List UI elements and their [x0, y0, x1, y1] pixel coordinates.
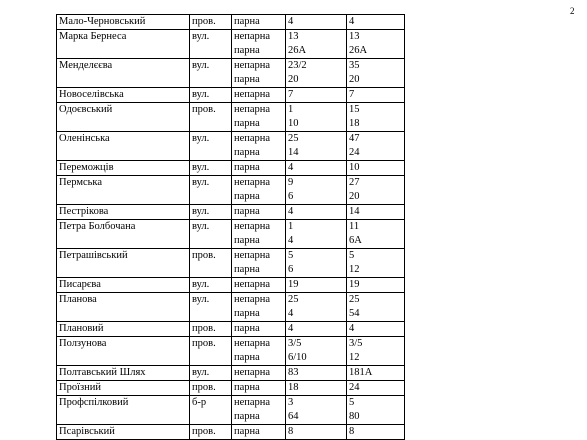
house-to-value: 3/5 — [349, 338, 363, 349]
table-row — [57, 366, 405, 381]
house-from-value: 4 — [288, 323, 294, 334]
table-row — [57, 161, 405, 176]
house-to-cell — [347, 205, 405, 220]
parity-value: парна — [234, 16, 260, 27]
house-to-value: 14 — [349, 206, 360, 217]
street-name-cell: Планова — [57, 293, 190, 322]
house-to-cell — [347, 366, 405, 381]
parity-cell — [232, 161, 286, 176]
house-to-value: 5 — [349, 397, 355, 408]
house-to-cell — [347, 396, 405, 425]
parity-value: парна — [234, 352, 260, 363]
house-from-cell — [286, 425, 347, 440]
street-name-cell: Проїзний — [57, 381, 190, 396]
house-to-cell — [347, 293, 405, 322]
street-type-cell: вул. — [190, 59, 232, 88]
table-row — [57, 220, 405, 249]
street-type-cell: пров. — [190, 322, 232, 337]
house-from-value: 8 — [288, 426, 294, 437]
house-to-value: 35 — [349, 60, 360, 71]
house-to-cell — [347, 337, 405, 366]
house-to-value: 181А — [349, 367, 373, 378]
street-name-cell: Пестрікова — [57, 205, 190, 220]
house-from-value: 1 — [288, 221, 294, 232]
parity-value: парна — [234, 162, 260, 173]
street-type-cell: вул. — [190, 366, 232, 381]
street-type-cell: пров. — [190, 249, 232, 278]
house-from-cell — [286, 322, 347, 337]
house-to-cell — [347, 132, 405, 161]
house-from-value: 9 — [288, 177, 294, 188]
house-from-value: 64 — [288, 411, 299, 422]
street-type-cell: пров. — [190, 425, 232, 440]
table-row — [57, 59, 405, 88]
house-to-value: 13 — [349, 31, 360, 42]
house-from-cell — [286, 132, 347, 161]
parity-value: парна — [234, 147, 260, 158]
parity-value: парна — [234, 264, 260, 275]
house-from-value: 4 — [288, 162, 294, 173]
house-to-cell — [347, 176, 405, 205]
street-type-cell: вул. — [190, 176, 232, 205]
house-to-cell — [347, 425, 405, 440]
house-to-cell — [347, 30, 405, 59]
parity-value: непарна — [234, 177, 271, 188]
table-row — [57, 15, 405, 30]
street-name-cell: Петра Болбочана — [57, 220, 190, 249]
house-from-value: 4 — [288, 308, 294, 319]
streets-table-body — [57, 15, 405, 440]
parity-value: непарна — [234, 279, 271, 290]
house-to-value: 24 — [349, 147, 360, 158]
street-type-cell: пров. — [190, 381, 232, 396]
parity-cell — [232, 366, 286, 381]
parity-cell — [232, 396, 286, 425]
house-to-value: 4 — [349, 323, 355, 334]
house-from-value: 23/2 — [288, 60, 307, 71]
house-from-value: 19 — [288, 279, 299, 290]
table-row — [57, 337, 405, 366]
parity-value: непарна — [234, 367, 271, 378]
house-from-cell — [286, 366, 347, 381]
parity-cell — [232, 176, 286, 205]
house-to-value: 6А — [349, 235, 362, 246]
street-name-cell: Ползунова — [57, 337, 190, 366]
parity-cell — [232, 381, 286, 396]
parity-cell — [232, 249, 286, 278]
table-row — [57, 205, 405, 220]
house-to-value: 26А — [349, 45, 368, 56]
parity-cell — [232, 337, 286, 366]
house-from-value: 5 — [288, 250, 294, 261]
table-row — [57, 249, 405, 278]
house-from-cell — [286, 396, 347, 425]
house-from-value: 14 — [288, 147, 299, 158]
parity-value: непарна — [234, 133, 271, 144]
street-name-cell: Профспілковий — [57, 396, 190, 425]
house-to-value: 19 — [349, 279, 360, 290]
house-from-value: 4 — [288, 206, 294, 217]
streets-table — [56, 14, 405, 440]
parity-value: парна — [234, 411, 260, 422]
page-number: 2 — [570, 6, 575, 16]
house-to-value: 47 — [349, 133, 360, 144]
parity-value: парна — [234, 235, 260, 246]
street-type-cell: вул. — [190, 278, 232, 293]
house-from-value: 25 — [288, 133, 299, 144]
house-from-value: 20 — [288, 74, 299, 85]
house-to-value: 25 — [349, 294, 360, 305]
parity-cell — [232, 425, 286, 440]
street-name-cell: Новоселівська — [57, 88, 190, 103]
parity-value: парна — [234, 118, 260, 129]
parity-cell — [232, 132, 286, 161]
house-from-value: 1 — [288, 104, 294, 115]
parity-value: непарна — [234, 89, 271, 100]
parity-value: непарна — [234, 31, 271, 42]
street-name-cell: Псарівський — [57, 425, 190, 440]
table-row — [57, 132, 405, 161]
street-name-cell: Оленінська — [57, 132, 190, 161]
parity-value: парна — [234, 323, 260, 334]
house-to-value: 80 — [349, 411, 360, 422]
parity-cell — [232, 220, 286, 249]
parity-cell — [232, 278, 286, 293]
street-name-cell: Плановий — [57, 322, 190, 337]
house-to-cell — [347, 59, 405, 88]
house-from-cell — [286, 220, 347, 249]
street-type-cell: пров. — [190, 103, 232, 132]
parity-value: непарна — [234, 104, 271, 115]
street-type-cell: вул. — [190, 30, 232, 59]
house-from-value: 25 — [288, 294, 299, 305]
house-to-cell — [347, 15, 405, 30]
table-row — [57, 103, 405, 132]
house-from-value: 6/10 — [288, 352, 307, 363]
parity-cell — [232, 30, 286, 59]
house-from-value: 3 — [288, 397, 294, 408]
house-from-value: 6 — [288, 264, 294, 275]
house-to-cell — [347, 322, 405, 337]
street-name-cell: Марка Бернеса — [57, 30, 190, 59]
house-to-value: 7 — [349, 89, 355, 100]
table-row — [57, 322, 405, 337]
house-to-cell — [347, 161, 405, 176]
parity-cell — [232, 322, 286, 337]
house-from-cell — [286, 381, 347, 396]
street-type-cell: вул. — [190, 220, 232, 249]
street-type-cell: вул. — [190, 88, 232, 103]
parity-cell — [232, 88, 286, 103]
parity-value: парна — [234, 308, 260, 319]
house-from-cell — [286, 176, 347, 205]
parity-value: парна — [234, 191, 260, 202]
parity-cell — [232, 15, 286, 30]
table-row — [57, 381, 405, 396]
parity-cell — [232, 59, 286, 88]
house-from-value: 3/5 — [288, 338, 302, 349]
house-to-value: 54 — [349, 308, 360, 319]
street-name-cell: Полтавський Шлях — [57, 366, 190, 381]
street-name-cell: Мало-Черновський — [57, 15, 190, 30]
house-to-cell — [347, 381, 405, 396]
house-from-cell — [286, 103, 347, 132]
house-to-value: 5 — [349, 250, 355, 261]
table-row — [57, 425, 405, 440]
house-from-cell — [286, 293, 347, 322]
parity-value: непарна — [234, 338, 271, 349]
street-name-cell: Переможців — [57, 161, 190, 176]
parity-value: парна — [234, 206, 260, 217]
table-row — [57, 278, 405, 293]
house-from-cell — [286, 88, 347, 103]
table-row — [57, 30, 405, 59]
table-row — [57, 396, 405, 425]
house-from-value: 26А — [288, 45, 307, 56]
parity-cell — [232, 103, 286, 132]
house-to-value: 12 — [349, 264, 360, 275]
table-row — [57, 293, 405, 322]
parity-value: парна — [234, 426, 260, 437]
house-to-value: 27 — [349, 177, 360, 188]
parity-value: непарна — [234, 221, 271, 232]
house-from-cell — [286, 161, 347, 176]
street-name-cell: Петрашівський — [57, 249, 190, 278]
parity-value: парна — [234, 382, 260, 393]
house-to-value: 20 — [349, 74, 360, 85]
street-type-cell: пров. — [190, 15, 232, 30]
house-from-value: 4 — [288, 16, 294, 27]
street-name-cell: Пермська — [57, 176, 190, 205]
parity-value: непарна — [234, 60, 271, 71]
house-to-value: 10 — [349, 162, 360, 173]
house-from-value: 7 — [288, 89, 294, 100]
house-to-value: 12 — [349, 352, 360, 363]
house-to-value: 8 — [349, 426, 355, 437]
house-from-cell — [286, 59, 347, 88]
house-to-value: 4 — [349, 16, 355, 27]
parity-value: непарна — [234, 294, 271, 305]
house-to-cell — [347, 103, 405, 132]
street-type-cell: вул. — [190, 132, 232, 161]
house-from-value: 4 — [288, 235, 294, 246]
house-to-cell — [347, 88, 405, 103]
house-to-value: 11 — [349, 221, 360, 232]
street-type-cell: вул. — [190, 205, 232, 220]
house-from-cell — [286, 337, 347, 366]
house-to-value: 18 — [349, 118, 360, 129]
house-from-value: 83 — [288, 367, 299, 378]
house-from-cell — [286, 278, 347, 293]
house-from-cell — [286, 30, 347, 59]
house-from-value: 10 — [288, 118, 299, 129]
house-to-value: 15 — [349, 104, 360, 115]
parity-cell — [232, 205, 286, 220]
street-type-cell: вул. — [190, 293, 232, 322]
table-row — [57, 176, 405, 205]
street-name-cell: Одоєвський — [57, 103, 190, 132]
street-type-cell: пров. — [190, 337, 232, 366]
house-from-cell — [286, 205, 347, 220]
table-row — [57, 88, 405, 103]
house-from-value: 6 — [288, 191, 294, 202]
house-to-cell — [347, 220, 405, 249]
parity-value: парна — [234, 45, 260, 56]
house-to-cell — [347, 249, 405, 278]
house-from-cell — [286, 249, 347, 278]
street-type-cell: вул. — [190, 161, 232, 176]
parity-cell — [232, 293, 286, 322]
parity-value: парна — [234, 74, 260, 85]
street-type-cell: б-р — [190, 396, 232, 425]
house-from-cell — [286, 15, 347, 30]
house-from-value: 13 — [288, 31, 299, 42]
street-name-cell: Писарєва — [57, 278, 190, 293]
parity-value: непарна — [234, 250, 271, 261]
house-to-cell — [347, 278, 405, 293]
parity-value: непарна — [234, 397, 271, 408]
street-name-cell: Менделєєва — [57, 59, 190, 88]
house-to-value: 24 — [349, 382, 360, 393]
house-to-value: 20 — [349, 191, 360, 202]
house-from-value: 18 — [288, 382, 299, 393]
